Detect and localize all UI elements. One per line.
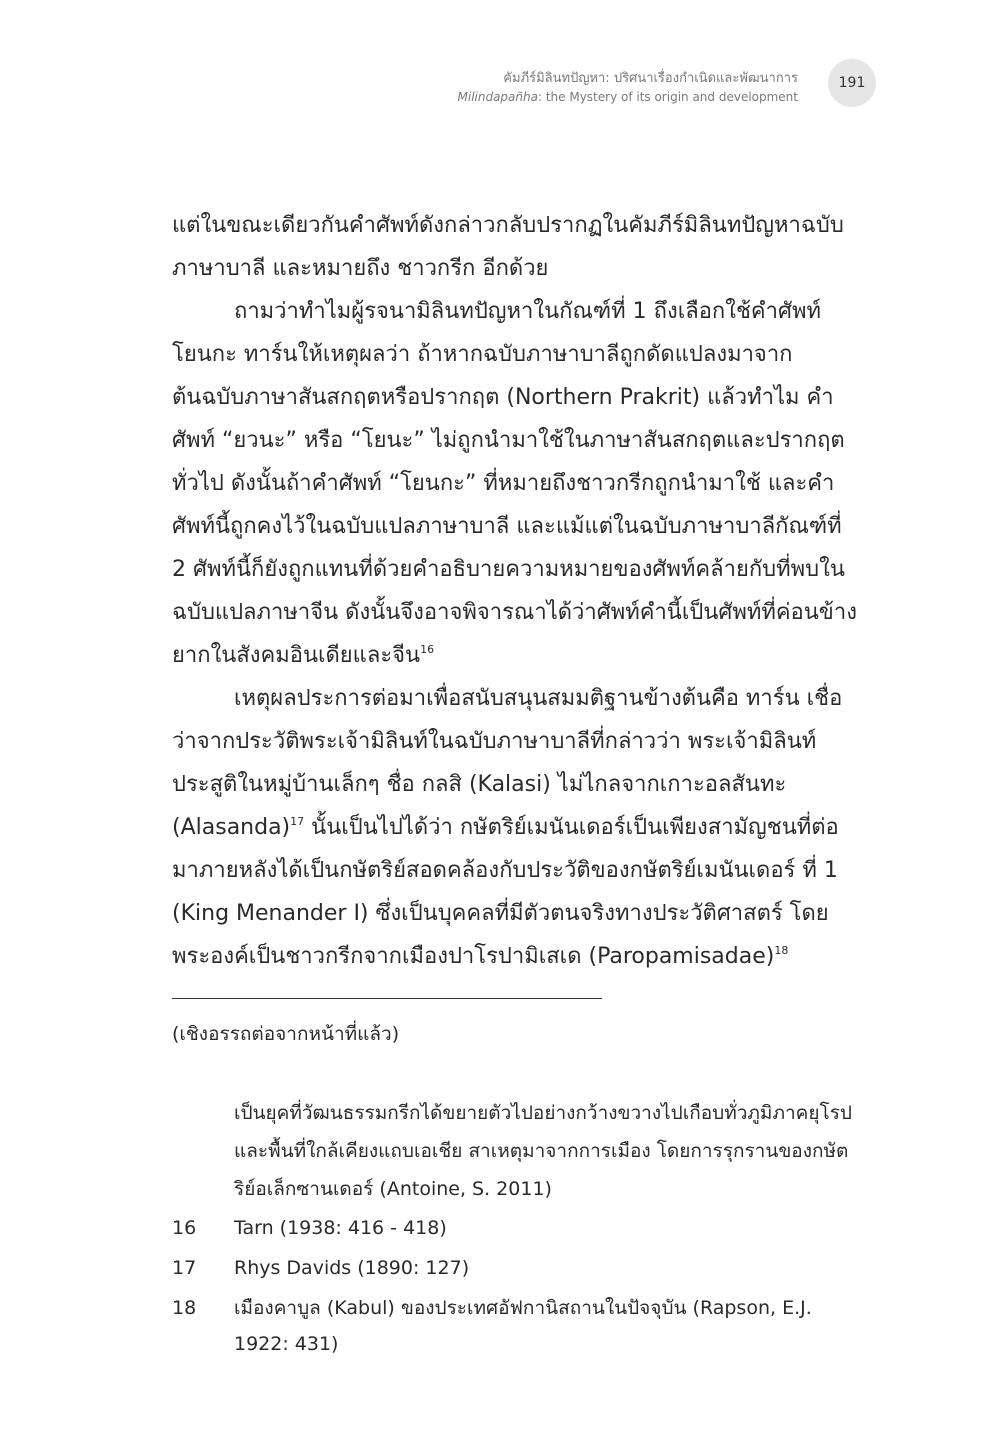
paragraph-2-text: ถามว่าทำไมผู้รจนามิลินทปัญหาในกัณฑ์ที่ 1 ถึงเลือกใช้คำศัพท์ โยนกะ ทาร์นให้เหตุผลว่า ถ้าหากฉบับภาษาบาลีถูกดัดแปลงมาจากต้นฉบับภาษาสันสกฤตหรือปรากฤต (Northern Prakrit) แล้วทำไม คำศัพท์ “ยวนะ” หรือ “โยนะ” ไม่ถูกนำมาใช้ในภาษาสันสกฤตและปรากฤตทั่วไป ดังนั้นถ้าคำศัพท์ “โยนกะ” ที่หมายถึงชาวกรีกถูกนำมาใช้ และคำศัพท์นี้ถูกคงไว้ในฉบับแปลภาษาบาลี และแม้แต่ในฉบับภาษาบาลีกัณฑ์ที่ 2 ศัพท์นี้ก็ยังถูกแทนที่ด้วยคำอธิบายความหมายของศัพท์คล้ายกับที่พบในฉบับแปลภาษาจีน ดังนั้นจึงอาจพิจารณาได้ว่าศัพท์คำนี้เป็นศัพท์ที่ค่อนข้างยากในสังคมอินเดียและจีน: [172, 299, 857, 668]
footnote-continued-label: (เชิงอรรถต่อจากหน้าที่แล้ว): [172, 1023, 400, 1045]
footnote-text: เมืองคาบูล (Kabul) ของประเทศอัฟกานิสถานในปัจจุบัน (Rapson, E.J. 1922: 431): [234, 1297, 812, 1355]
header-title-rest: : the Mystery of its origin and development: [537, 90, 798, 104]
paragraph-3: [172, 677, 860, 978]
footnote-number: 18: [172, 1297, 197, 1319]
paragraph-2: [172, 290, 860, 677]
footnote-number: 16: [172, 1217, 197, 1239]
footnote-ref-17[interactable]: 17: [290, 815, 305, 828]
footnote-ref-18[interactable]: 18: [774, 944, 789, 957]
main-text: [172, 204, 860, 978]
paragraph-3-text-b: นั้นเป็นไปได้ว่า กษัตริย์เมนันเดอร์เป็นเพียงสามัญชนที่ต่อมาภายหลังได้เป็นกษัตริย์สอดคล้องกับประวัติของกษัตริย์เมนันเดอร์ ที่ 1 (King Menander I) ซึ่งเป็นบุคคลที่มีตัวตนจริงทางประวัติศาสตร์ โดยพระองค์เป็นชาวกรีกจากเมืองปาโรปามิเสเด (Paropamisadae): [172, 815, 839, 969]
footnote-number: 17: [172, 1257, 197, 1279]
footnote-divider: [172, 998, 602, 999]
footnote-text: Rhys Davids (1890: 127): [234, 1257, 470, 1279]
paragraph-1: แต่ในขณะเดียวกันคำศัพท์ดังกล่าวกลับปรากฏในคัมภีร์มิลินทปัญหาฉบับภาษาบาลี และหมายถึง ชาวกรีก อีกด้วย: [172, 213, 844, 281]
footnote-text: Tarn (1938: 416 - 418): [234, 1217, 447, 1239]
footnote-ref-16[interactable]: 16: [420, 643, 435, 656]
page-number-badge: 191: [828, 59, 876, 107]
header-title-italic: Milindapañha: [457, 90, 538, 104]
footnote-16: [172, 1210, 864, 1246]
running-header: [458, 70, 799, 106]
footnote-17: [172, 1250, 864, 1286]
header-title-english: [458, 88, 799, 106]
footnote-continued-text: เป็นยุคที่วัฒนธรรมกรีกได้ขยายตัวไปอย่างกว้างขวางไปเกือบทั่วภูมิภาคยุโรปและพื้นที่ใกล้เคียงแถบเอเชีย สาเหตุมาจากการเมือง โดยการรุกรานของกษัตริย์อเล็กซานเดอร์ (Antoine, S. 2011): [234, 1102, 852, 1200]
paragraph-3-text-a: เหตุผลประการต่อมาเพื่อสนับสนุนสมมติฐานข้างต้นคือ ทาร์น เชื่อว่าจากประวัติพระเจ้ามิลินท์ในฉบับภาษาบาลีที่กล่าวว่า พระเจ้ามิลินท์ประสูติในหมู่บ้านเล็กๆ ชื่อ กลสิ (Kalasi) ไม่ไกลจากเกาะอลสันทะ (Alasanda): [172, 686, 843, 840]
footnote-18: [172, 1290, 864, 1362]
header-title-thai: คัมภีร์มิลินทปัญหา: ปริศนาเรื่องกำเนิดและพัฒนาการ: [503, 71, 798, 86]
